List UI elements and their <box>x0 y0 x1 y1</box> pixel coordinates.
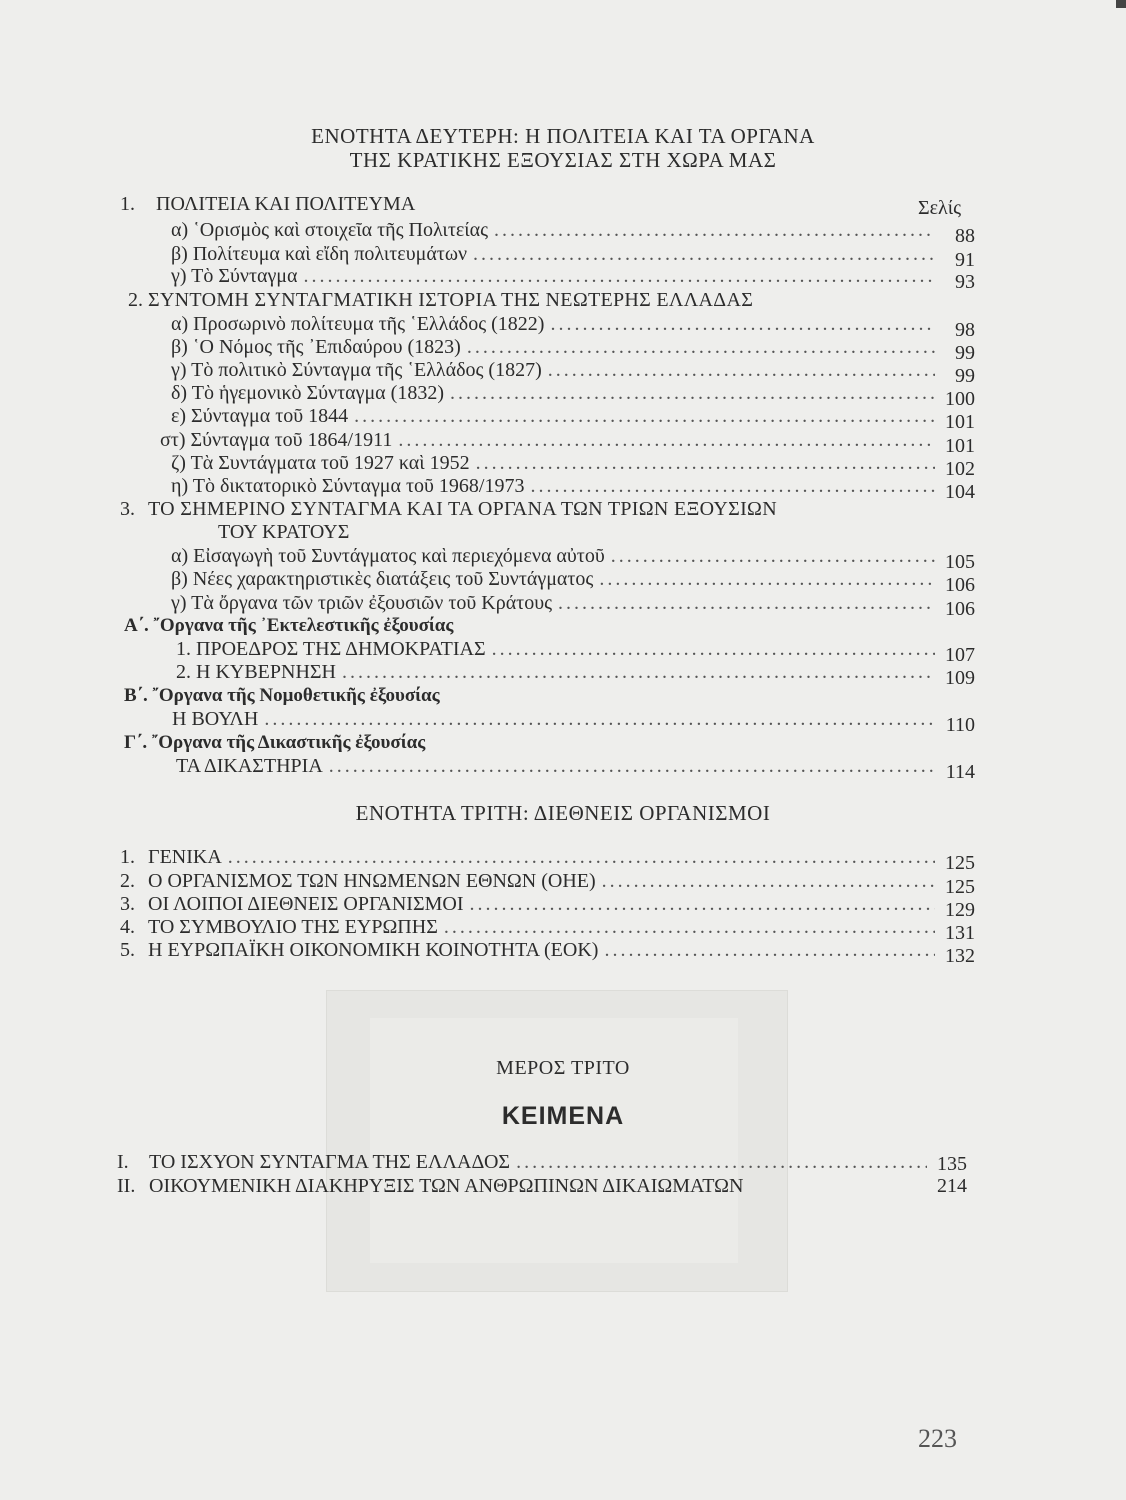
toc-entry: η) Τὸ δικτατορικὸ Σύνταγμα τοῦ 1968/1973 ..... 104 <box>171 474 975 498</box>
toc-entry: γ) Τὸ Σύνταγμα ..... 93 <box>171 264 975 288</box>
toc-entry: γ) Τὰ ὄργανα τῶν τριῶν ἐξουσιῶν τοῦ Κράτους ..... 106 <box>171 591 975 615</box>
part-c-heading: Γ΄. ῎Οργανα τῆς Δικαστικῆς ἐξουσίας <box>124 732 426 753</box>
chapter-3-title: 3. ΤΟ ΣΗΜΕΡΙΝΟ ΣΥΝΤΑΓΜΑ ΚΑΙ ΤΑ ΟΡΓΑΝΑ ΤΩΝ ΤΡΙΩΝ ΕΞΟΥΣΙΩΝ <box>120 498 777 520</box>
toc-entry: α) ῾Ορισμὸς καὶ στοιχεῖα τῆς Πολιτείας ..... 88 <box>171 218 975 242</box>
toc-entry: Η ΒΟΥΛΗ ..... 110 <box>172 707 975 731</box>
page-column-label: Σελίς <box>918 197 962 219</box>
toc-entry: 1. ΓΕΝΙΚΑ ..... 125 <box>120 845 975 869</box>
toc-entry: β) Πολίτευμα καὶ εἴδη πολιτευμάτων ..... 91 <box>171 242 975 266</box>
toc-entry: α) Προσωρινὸ πολίτευμα τῆς ῾Ελλάδος (1822) ..... 98 <box>171 312 975 336</box>
part-3-heading: ΜΕΡΟΣ ΤΡΙΤΟ <box>496 1057 630 1079</box>
toc-entry: β) Νέες χαρακτηριστικὲς διατάξεις τοῦ Συντάγματος ..... 106 <box>171 567 975 591</box>
section-heading-line2: ΤΗΣ ΚΡΑΤΙΚΗΣ ΕΞΟΥΣΙΑΣ ΣΤΗ ΧΩΡΑ ΜΑΣ <box>349 148 777 172</box>
part-3-title: ΚΕΙΜΕΝΑ <box>501 1102 625 1130</box>
chapter-2-title: 2. ΣΥΝΤΟΜΗ ΣΥΝΤΑΓΜΑΤΙΚΗ ΙΣΤΟΡΙΑ ΤΗΣ ΝΕΩΤΕΡΗΣ ΕΛΛΑΔΑΣ <box>128 289 754 311</box>
toc-entry: 2. Η ΚΥΒΕΡΝΗΣΗ ..... 109 <box>176 660 975 684</box>
toc-entry: γ) Τὸ πολιτικὸ Σύνταγμα τῆς ῾Ελλάδος (1827) ..... 99 <box>171 358 975 382</box>
chapter-1-title: 1. ΠΟΛΙΤΕΙΑ ΚΑΙ ΠΟΛΙΤΕΥΜΑ <box>120 193 416 215</box>
part-b-heading: Β΄. ῎Οργανα τῆς Νομοθετικῆς ἐξουσίας <box>124 685 440 706</box>
toc-entry: στ) Σύνταγμα τοῦ 1864/1911 ..... 101 <box>160 428 975 452</box>
toc-entry: 3. ΟΙ ΛΟΙΠΟΙ ΔΙΕΘΝΕΙΣ ΟΡΓΑΝΙΣΜΟΙ ..... 129 <box>120 892 975 916</box>
section-heading-line1: ΕΝΟΤΗΤΑ ΔΕΥΤΕΡΗ: Η ΠΟΛΙΤΕΙΑ ΚΑΙ ΤΑ ΟΡΓΑΝΑ <box>311 124 815 148</box>
part-a-heading: Α΄. ῎Οργανα τῆς ᾿Εκτελεστικῆς ἐξουσίας <box>124 615 454 636</box>
toc-entry: δ) Τὸ ἡγεμονικὸ Σύνταγμα (1832) ..... 100 <box>171 381 975 405</box>
toc-entry: 5. Η ΕΥΡΩΠΑΪΚΗ ΟΙΚΟΝΟΜΙΚΗ ΚΟΙΝΟΤΗΤΑ (ΕΟΚ) ..... 132 <box>120 938 975 962</box>
toc-entry: ζ) Τὰ Συντάγματα τοῦ 1927 καὶ 1952 ..... 102 <box>171 451 975 475</box>
toc-entry: II. ΟΙΚΟΥΜΕΝΙΚΗ ΔΙΑΚΗΡΥΞΙΣ ΤΩΝ ΑΝΘΡΩΠΙΝΩΝ ΔΙΚΑΙΩΜΑΤΩΝ 214 <box>117 1175 967 1197</box>
toc-entry: α) Εἰσαγωγὴ τοῦ Συντάγματος καὶ περιεχόμενα αὐτοῦ ..... 105 <box>171 544 975 568</box>
chapter-3-title-cont: ΤΟΥ ΚΡΑΤΟΥΣ <box>218 521 350 543</box>
toc-entry: 1. ΠΡΟΕΔΡΟΣ ΤΗΣ ΔΗΜΟΚΡΑΤΙΑΣ ..... 107 <box>176 637 975 661</box>
section-3-heading: ΕΝΟΤΗΤΑ ΤΡΙΤΗ: ΔΙΕΘΝΕΙΣ ΟΡΓΑΝΙΣΜΟΙ <box>355 801 771 825</box>
page-number: 223 <box>918 1424 957 1453</box>
toc-entry: ΤΑ ΔΙΚΑΣΤΗΡΙΑ ..... 114 <box>176 754 975 778</box>
toc-entry: I. ΤΟ ΙΣΧΥΟΝ ΣΥΝΤΑΓΜΑ ΤΗΣ ΕΛΛΑΔΟΣ ..... 135 <box>117 1150 967 1174</box>
toc-entry: β) ῾Ο Νόμος τῆς ᾿Επιδαύρου (1823) ..... 99 <box>171 335 975 359</box>
toc-entry: 2. Ο ΟΡΓΑΝΙΣΜΟΣ ΤΩΝ ΗΝΩΜΕΝΩΝ ΕΘΝΩΝ (ΟΗΕ) ..... 125 <box>120 869 975 893</box>
toc-entry: 4. ΤΟ ΣΥΜΒΟΥΛΙΟ ΤΗΣ ΕΥΡΩΠΗΣ ..... 131 <box>120 915 975 939</box>
toc-entry: ε) Σύνταγμα τοῦ 1844 ..... 101 <box>171 404 975 428</box>
